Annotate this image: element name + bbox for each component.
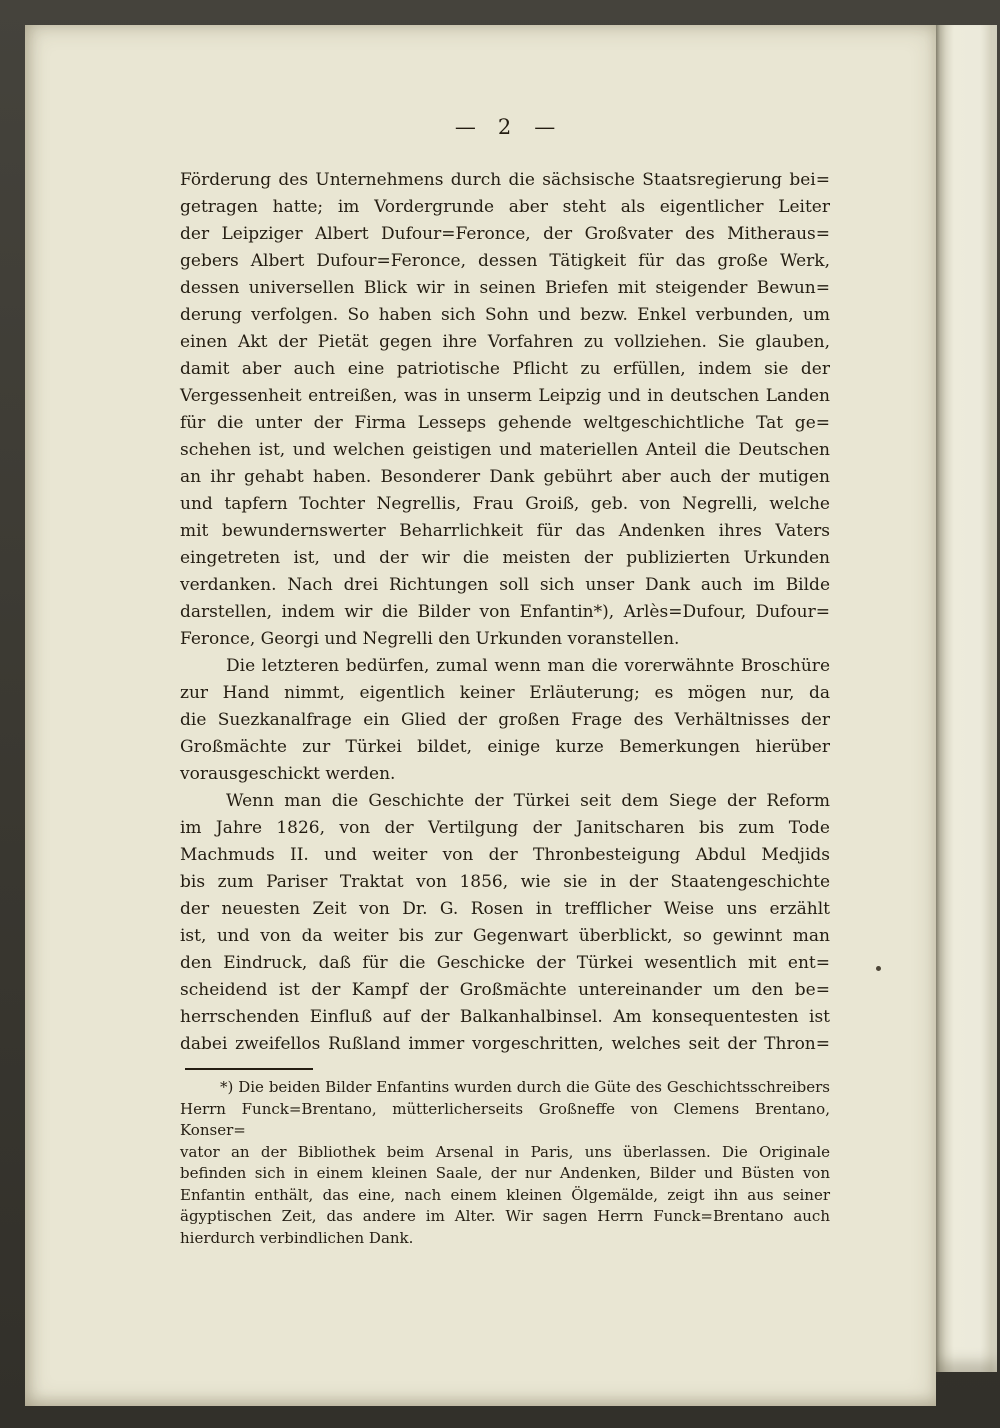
text-line: Feronce, Georgi und Negrelli den Urkunden voranstellen.	[180, 629, 680, 649]
text-line: im Jahre 1826, von der Vertilgung der Janitscharen bis zum Tode	[180, 818, 830, 838]
book-page	[25, 25, 936, 1406]
text-line: Enfantin enthält, das eine, nach einem kleinen Ölgemälde, zeigt ihn aus seiner	[180, 1185, 830, 1204]
text-line: ist, und von da weiter bis zur Gegenwart überblickt, so gewinnt man	[180, 926, 830, 946]
paragraph	[180, 653, 830, 788]
text-line: gebers Albert Dufour=Feronce, dessen Tätigkeit für das große Werk,	[180, 251, 830, 271]
text-line: verdanken. Nach drei Richtungen soll sich unser Dank auch im Bilde	[180, 575, 830, 595]
text-line: die Suezkanalfrage ein Glied der großen Frage des Verhältnisses der	[180, 710, 830, 730]
text-line: damit aber auch eine patriotische Pflicht zu erfüllen, indem sie der	[180, 359, 830, 379]
paragraph	[180, 788, 830, 1058]
text-line: herrschenden Einfluß auf der Balkanhalbinsel. Am konsequentesten ist	[180, 1007, 830, 1027]
text-line: befinden sich in einem kleinen Saale, der nur Andenken, Bilder und Büsten von	[180, 1164, 830, 1182]
text-line: ägyptischen Zeit, das andere im Alter. Wir sagen Herrn Funck=Brentano auch	[180, 1207, 830, 1225]
body-text	[180, 167, 830, 1058]
text-line: den Eindruck, daß für die Geschicke der Türkei wesentlich mit ent=	[180, 953, 830, 973]
text-line: und tapfern Tochter Negrellis, Frau Groiß, geb. von Negrelli, welche	[180, 494, 830, 514]
text-line: eingetreten ist, und der wir die meisten der publizierten Urkunden	[180, 548, 830, 568]
text-line: Förderung des Unternehmens durch die sächsische Staatsregierung bei=	[180, 170, 830, 190]
text-line: einen Akt der Pietät gegen ihre Vorfahren zu vollziehen. Sie glauben,	[180, 332, 830, 352]
page-number	[180, 115, 830, 139]
footnote	[180, 1077, 830, 1249]
text-line: Die letzteren bedürfen, zumal wenn man die vorerwähnte Broschüre	[226, 656, 830, 676]
text-line: *) Die beiden Bilder Enfantins wurden durch die Güte des Geschichtsschreibers	[220, 1078, 830, 1096]
text-line: der Leipziger Albert Dufour=Feronce, der Großvater des Mitheraus=	[180, 224, 830, 244]
text-line: scheidend ist der Kampf der Großmächte untereinander um den be=	[180, 980, 830, 1000]
text-line: vator an der Bibliothek beim Arsenal in Paris, uns überlassen. Die Originale	[180, 1142, 830, 1161]
text-line: Vergessenheit entreißen, was in unserm Leipzig und in deutschen Landen	[180, 386, 830, 406]
page-number-value: 2	[497, 115, 513, 139]
text-line: an ihr gehabt haben. Besonderer Dank gebührt aber auch der mutigen	[180, 467, 830, 487]
text-line: getragen hatte; im Vordergrunde aber steht als eigentlicher Leiter	[180, 197, 830, 217]
ink-speck	[876, 966, 881, 971]
text-line: Wenn man die Geschichte der Türkei seit dem Siege der Reform	[226, 791, 830, 811]
text-line: Herrn Funck=Brentano, mütterlicherseits Großneffe von Clemens Brentano, Konser=	[180, 1099, 830, 1139]
text-line: der neuesten Zeit von Dr. G. Rosen in trefflicher Weise uns erzählt	[180, 899, 830, 919]
text-line: hierdurch verbindlichen Dank.	[180, 1228, 414, 1247]
text-line: mit bewundernswerter Beharrlichkeit für das Andenken ihres Vaters	[180, 521, 830, 541]
text-line: zur Hand nimmt, eigentlich keiner Erläuterung; es mögen nur, da	[180, 683, 830, 703]
text-line: für die unter der Firma Lesseps gehende weltgeschichtliche Tat ge=	[180, 413, 830, 433]
next-page-edge	[936, 25, 997, 1372]
page-number-dash-left: —	[454, 115, 476, 139]
text-line: darstellen, indem wir die Bilder von Enfantin*), Arlès=Dufour, Dufour=	[180, 602, 830, 622]
paragraph	[180, 167, 830, 653]
page-number-dash-right: —	[534, 115, 556, 139]
text-line: Machmuds II. und weiter von der Thronbesteigung Abdul Medjids	[180, 845, 830, 865]
text-line: derung verfolgen. So haben sich Sohn und bezw. Enkel verbunden, um	[180, 305, 830, 325]
footnote-separator-rule	[185, 1068, 313, 1070]
text-line: Großmächte zur Türkei bildet, einige kurze Bemerkungen hierüber	[180, 737, 830, 757]
text-line: schehen ist, und welchen geistigen und materiellen Anteil die Deutschen	[180, 440, 830, 460]
text-line: dabei zweifellos Rußland immer vorgeschritten, welches seit der Thron=	[180, 1034, 830, 1054]
text-line: bis zum Pariser Traktat von 1856, wie sie in der Staatengeschichte	[180, 872, 830, 892]
text-line: dessen universellen Blick wir in seinen Briefen mit steigender Bewun=	[180, 278, 830, 298]
text-line: vorausgeschickt werden.	[180, 764, 396, 784]
